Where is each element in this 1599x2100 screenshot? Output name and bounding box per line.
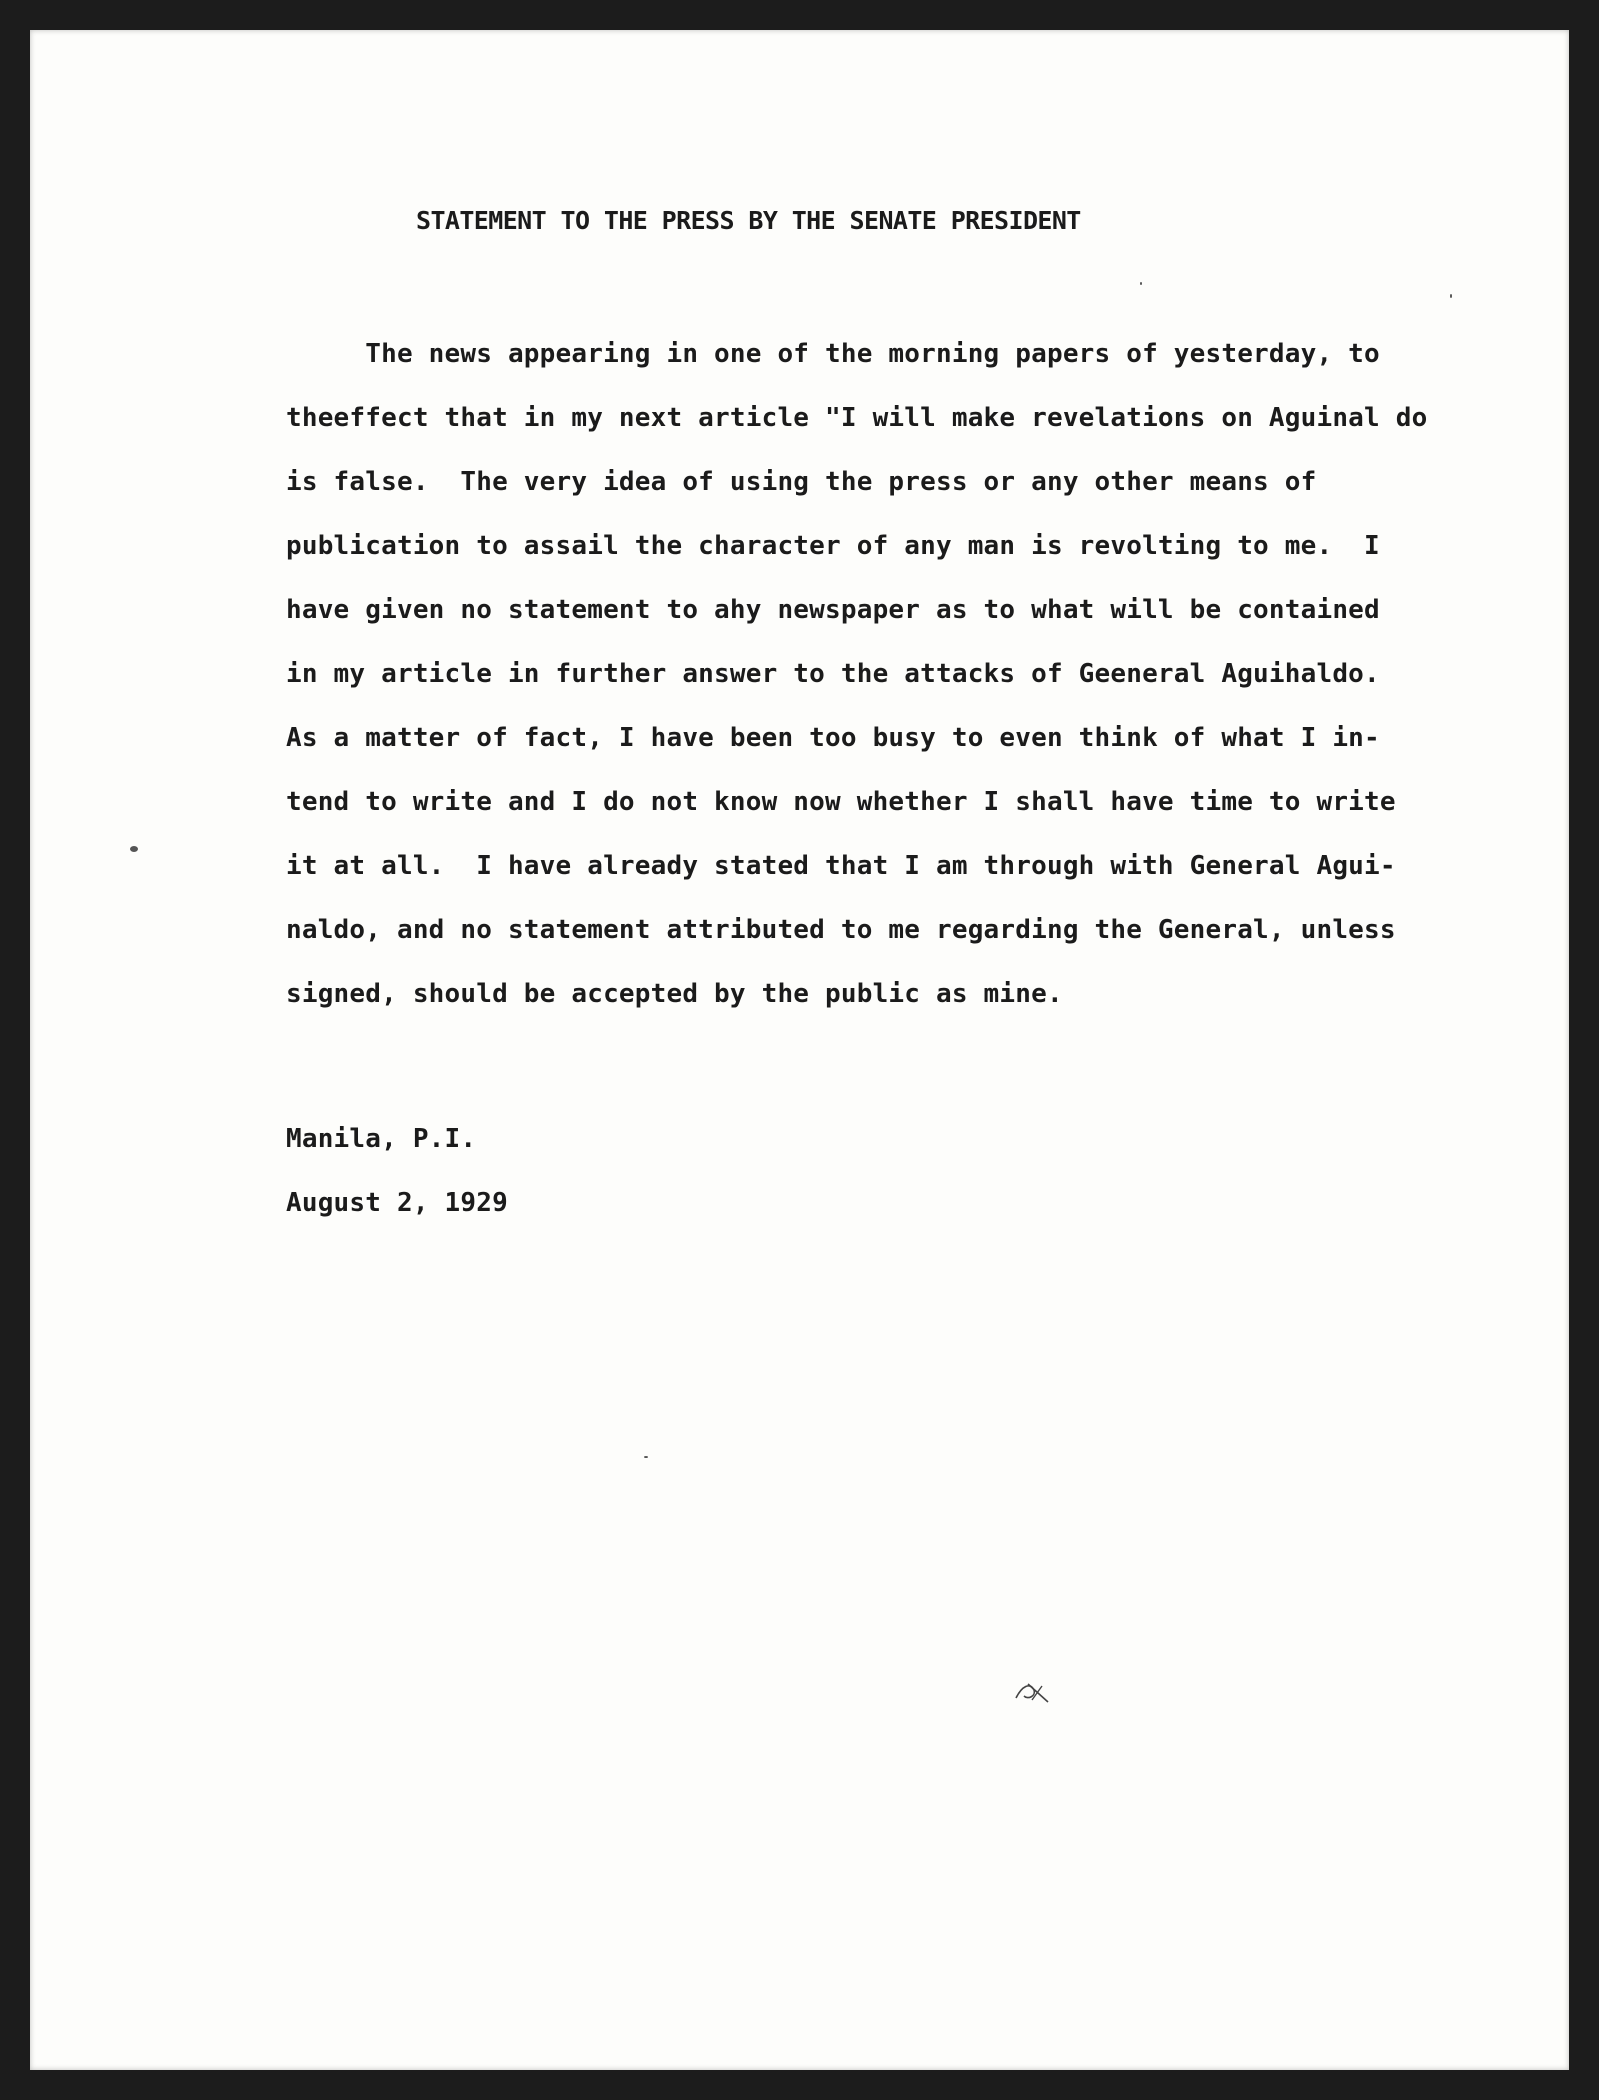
date-line: August 2, 1929 <box>286 1188 508 1218</box>
body-line: theeffect that in my next article "I will make revelations on Aguinal do <box>286 403 1428 433</box>
scan-speck <box>130 846 138 852</box>
handwritten-mark-icon <box>1012 1676 1052 1706</box>
body-line: is false. The very idea of using the press or any other means of <box>286 467 1317 497</box>
scan-speck <box>644 1456 648 1458</box>
body-line: naldo, and no statement attributed to me regarding the General, unless <box>286 915 1396 945</box>
body-line: signed, should be accepted by the public as mine. <box>286 979 1063 1009</box>
body-line: tend to write and I do not know now whether I shall have time to write <box>286 787 1396 817</box>
scan-speck <box>1450 294 1452 298</box>
document-title: STATEMENT TO THE PRESS BY THE SENATE PRESIDENT <box>416 206 1081 235</box>
body-line: in my article in further answer to the attacks of Geeneral Aguihaldo. <box>286 659 1380 689</box>
place-line: Manila, P.I. <box>286 1124 477 1154</box>
body-line: publication to assail the character of any man is revolting to me. I <box>286 531 1380 561</box>
body-line: have given no statement to ahy newspaper as to what will be contained <box>286 595 1380 625</box>
body-line: it at all. I have already stated that I am through with General Agui- <box>286 851 1396 881</box>
body-line: The news appearing in one of the morning papers of yesterday, to <box>286 339 1380 369</box>
document-page <box>30 30 1569 2070</box>
body-line: As a matter of fact, I have been too busy to even think of what I in- <box>286 723 1380 753</box>
scan-speck <box>1140 282 1142 285</box>
